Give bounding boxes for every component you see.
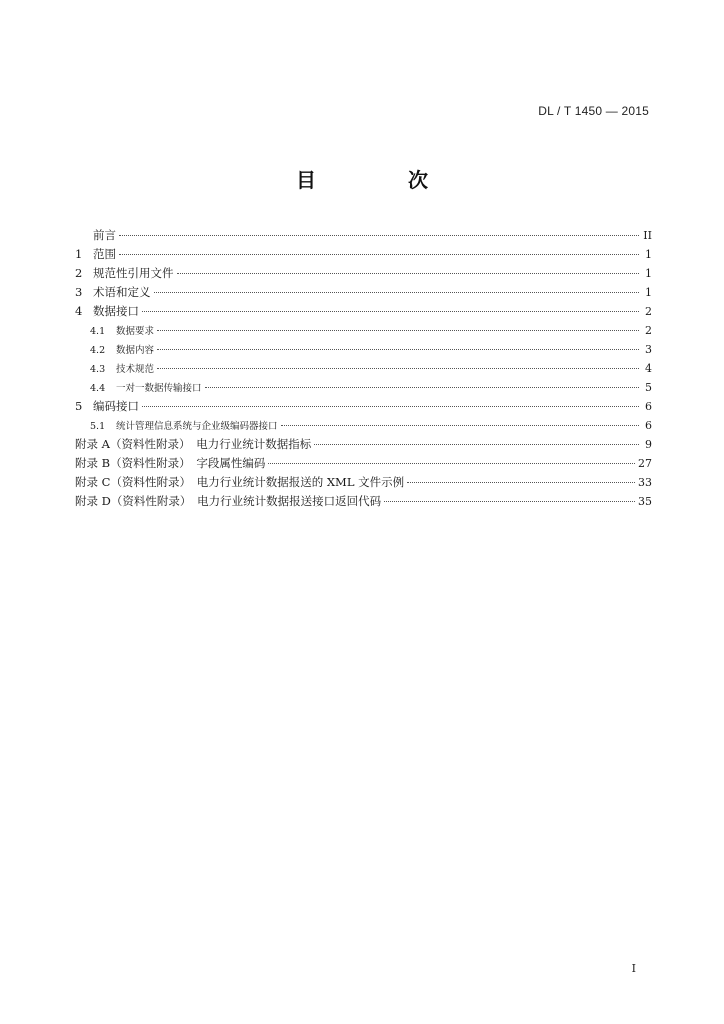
toc-entry-page: 6 [645,400,652,413]
toc-entry-number: 5.1 [90,421,106,432]
toc-entry-page: 2 [645,305,652,318]
toc-dot-leader [119,235,639,236]
table-of-contents [75,226,652,511]
toc-entry-title: 技术规范 [116,364,155,375]
toc-entry-page: 35 [638,495,652,508]
toc-entry-5-1[interactable] [75,416,652,435]
toc-entry-page: 1 [645,286,652,299]
toc-entry-page: 4 [645,362,652,375]
toc-entry-4-2[interactable] [75,340,652,359]
toc-entry-title: 编码接口 [93,399,139,413]
toc-dot-leader [157,349,639,350]
toc-entry-number: 4 [75,304,83,318]
toc-dot-leader [142,311,639,312]
toc-entry-number: 4.3 [90,364,106,375]
toc-entry-number: 4.1 [90,326,106,337]
toc-dot-leader [314,444,639,445]
toc-entry-page: 3 [645,343,652,356]
toc-entry-page: II [643,229,652,242]
toc-entry-title: 数据接口 [93,304,139,318]
toc-entry-appendix-a[interactable] [75,435,652,454]
toc-entry-title: 数据要求 [116,326,155,337]
toc-entry-page: 33 [638,476,652,489]
toc-entry-page: 5 [645,381,652,394]
toc-entry-title: 规范性引用文件 [93,266,174,280]
toc-dot-leader [268,463,635,464]
toc-dot-leader [205,387,639,388]
toc-entry-4-3[interactable] [75,359,652,378]
toc-entry-number: 5 [75,399,83,413]
toc-entry-title: 术语和定义 [93,285,151,299]
toc-entry-page: 9 [645,438,652,451]
toc-entry-foreword[interactable] [75,226,652,245]
page-number: I [631,962,636,975]
toc-entry-title: 前言 [93,228,116,242]
toc-entry-4[interactable] [75,302,652,321]
toc-dot-leader [384,501,635,502]
toc-entry-page: 27 [638,457,652,470]
toc-entry-appendix-c[interactable] [75,473,652,492]
toc-entry-2[interactable] [75,264,652,283]
toc-entry-1[interactable] [75,245,652,264]
standard-code: DL / T 1450 — 2015 [538,104,649,118]
toc-entry-number: 4.2 [90,345,106,356]
toc-dot-leader [281,425,639,426]
toc-dot-leader [142,406,639,407]
toc-entry-3[interactable] [75,283,652,302]
toc-dot-leader [177,273,640,274]
toc-entry-title: 附录 B（资料性附录） 字段属性编码 [75,456,266,470]
toc-entry-appendix-b[interactable] [75,454,652,473]
toc-entry-title: 附录 D（资料性附录） 电力行业统计数据报送接口返回代码 [75,494,382,508]
toc-entry-title: 数据内容 [116,345,155,356]
toc-entry-page: 2 [645,324,652,337]
toc-dot-leader [407,482,635,483]
toc-entry-page: 6 [645,419,652,432]
toc-entry-title: 附录 A（资料性附录） 电力行业统计数据指标 [75,437,312,451]
toc-dot-leader [157,330,639,331]
toc-entry-title: 范围 [93,247,116,261]
toc-dot-leader [119,254,639,255]
toc-entry-title: 一对一数据传输接口 [116,383,202,394]
toc-dot-leader [154,292,640,293]
toc-entry-number: 4.4 [90,383,106,394]
toc-entry-4-1[interactable] [75,321,652,340]
toc-entry-4-4[interactable] [75,378,652,397]
toc-entry-number: 2 [75,266,83,280]
page-title: 目 次 [296,168,464,192]
toc-entry-number: 3 [75,285,83,299]
toc-entry-number: 1 [75,247,83,261]
toc-entry-5[interactable] [75,397,652,416]
toc-entry-appendix-d[interactable] [75,492,652,511]
toc-entry-page: 1 [645,267,652,280]
toc-entry-title: 统计管理信息系统与企业级编码器接口 [116,421,278,432]
toc-entry-page: 1 [645,248,652,261]
toc-entry-title: 附录 C（资料性附录） 电力行业统计数据报送的 XML 文件示例 [75,475,405,489]
toc-dot-leader [157,368,639,369]
